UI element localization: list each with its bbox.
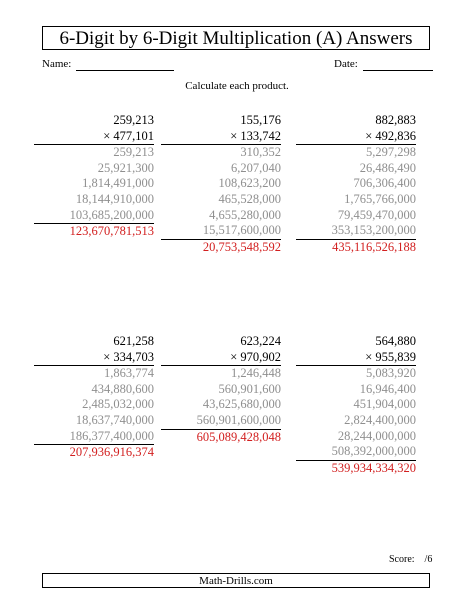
problem-5 bbox=[161, 334, 281, 445]
partial-product: 451,904,000 bbox=[353, 397, 416, 412]
multiplicand: 621,258 bbox=[113, 334, 154, 348]
score-text: Score: bbox=[389, 554, 415, 565]
score-label bbox=[389, 554, 432, 565]
partial-product: 4,655,280,000 bbox=[209, 207, 281, 222]
partial-product: 1,863,774 bbox=[34, 365, 154, 382]
answer: 207,936,916,374 bbox=[34, 444, 154, 461]
answer: 539,934,334,320 bbox=[296, 460, 416, 477]
partial-product: 15,517,600,000 bbox=[202, 223, 281, 238]
multiplier: × 492,836 bbox=[365, 128, 416, 143]
partial-product: 18,144,910,000 bbox=[75, 191, 154, 206]
partial-product: 186,377,400,000 bbox=[69, 428, 154, 443]
partial-product: 25,921,300 bbox=[97, 160, 154, 175]
multiplicand: 259,213 bbox=[113, 113, 154, 127]
answer: 605,089,428,048 bbox=[161, 429, 281, 446]
multiplier: × 955,839 bbox=[365, 349, 416, 364]
partial-product: 2,824,400,000 bbox=[344, 412, 416, 427]
problem-2 bbox=[161, 113, 281, 255]
instructions: Calculate each product. bbox=[185, 80, 289, 92]
multiplier: × 334,703 bbox=[103, 349, 154, 364]
partial-product: 16,946,400 bbox=[359, 381, 416, 396]
partial-product: 5,297,298 bbox=[296, 144, 416, 161]
name-blank-line bbox=[76, 70, 174, 71]
score-total: /6 bbox=[424, 554, 433, 565]
multiplicand: 882,883 bbox=[375, 113, 416, 127]
partial-product: 103,685,200,000 bbox=[69, 207, 154, 222]
multiplier: × 133,742 bbox=[230, 128, 281, 143]
partial-product: 706,306,400 bbox=[353, 176, 416, 191]
name-label: Name: bbox=[42, 58, 72, 70]
problem-3 bbox=[296, 113, 416, 255]
partial-product: 508,392,000,000 bbox=[331, 444, 416, 459]
date-blank-line bbox=[363, 70, 433, 71]
answer: 435,116,526,188 bbox=[296, 239, 416, 256]
problem-4 bbox=[34, 334, 154, 461]
partial-product: 1,814,491,000 bbox=[82, 176, 154, 191]
answer: 123,670,781,513 bbox=[34, 223, 154, 240]
partial-product: 18,637,740,000 bbox=[75, 412, 154, 427]
partial-product: 2,485,032,000 bbox=[82, 397, 154, 412]
partial-product: 43,625,680,000 bbox=[202, 397, 281, 412]
partial-product: 1,246,448 bbox=[161, 365, 281, 382]
multiplicand: 564,880 bbox=[375, 334, 416, 348]
multiplicand: 623,224 bbox=[240, 334, 281, 348]
worksheet-title: 6-Digit by 6-Digit Multiplication (A) Answers bbox=[42, 26, 430, 50]
partial-product: 28,244,000,000 bbox=[337, 428, 416, 443]
site-footer: Math-Drills.com bbox=[42, 573, 430, 588]
answer: 20,753,548,592 bbox=[161, 239, 281, 256]
partial-product: 26,486,490 bbox=[359, 160, 416, 175]
multiplicand: 155,176 bbox=[240, 113, 281, 127]
partial-product: 434,880,600 bbox=[91, 381, 154, 396]
partial-product: 108,623,200 bbox=[218, 176, 281, 191]
partial-product: 5,083,920 bbox=[296, 365, 416, 382]
partial-product: 560,901,600,000 bbox=[196, 412, 281, 427]
partial-product: 259,213 bbox=[34, 144, 154, 161]
partial-product: 79,459,470,000 bbox=[337, 207, 416, 222]
partial-product: 353,153,200,000 bbox=[331, 223, 416, 238]
partial-product: 6,207,040 bbox=[231, 160, 281, 175]
partial-product: 465,528,000 bbox=[218, 191, 281, 206]
multiplier: × 477,101 bbox=[103, 128, 154, 143]
date-label: Date: bbox=[334, 58, 358, 70]
multiplier: × 970,902 bbox=[230, 349, 281, 364]
partial-product: 1,765,766,000 bbox=[344, 191, 416, 206]
problem-6 bbox=[296, 334, 416, 476]
partial-product: 310,352 bbox=[161, 144, 281, 161]
problem-1 bbox=[34, 113, 154, 240]
partial-product: 560,901,600 bbox=[218, 381, 281, 396]
